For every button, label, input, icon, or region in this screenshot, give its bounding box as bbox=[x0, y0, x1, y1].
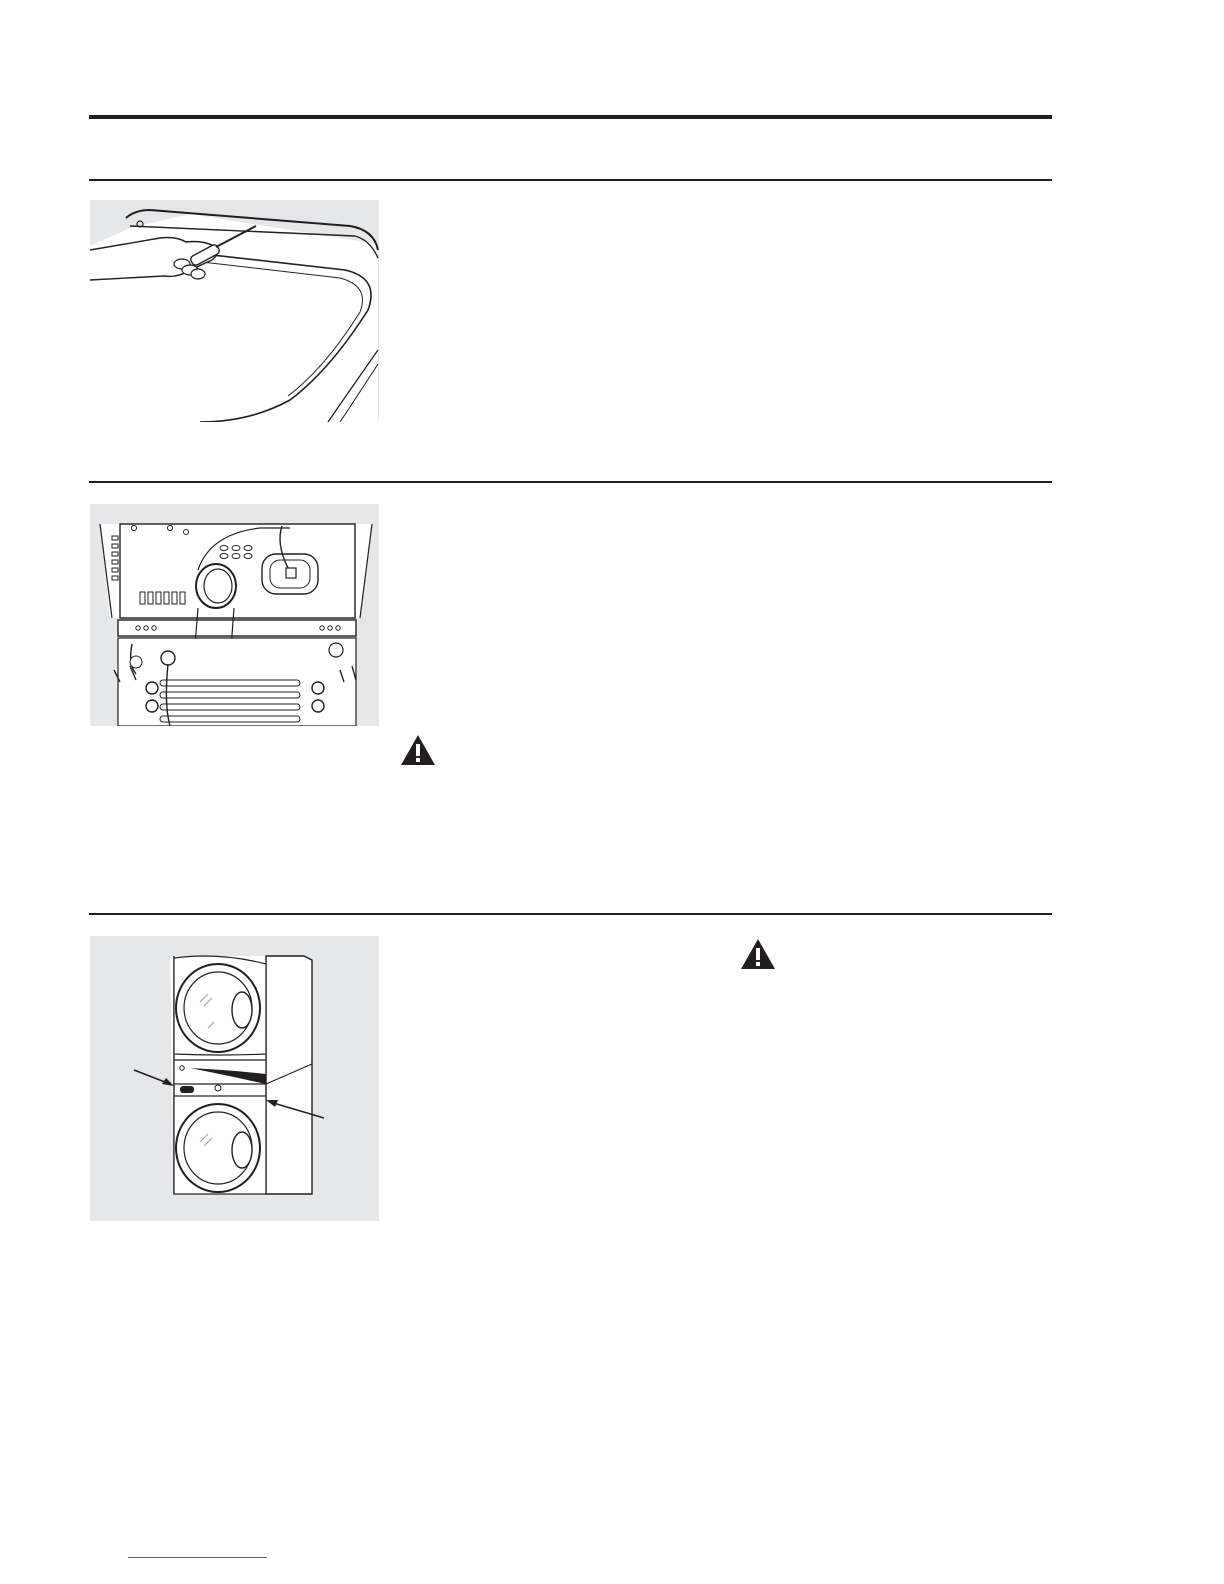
figure-rear-view-screws bbox=[90, 504, 379, 726]
figure-stacked-units-front bbox=[90, 936, 379, 1221]
section-2-rule bbox=[89, 481, 1052, 483]
warning-triangle-icon bbox=[400, 734, 436, 766]
figure-top-panel-screwdriver bbox=[90, 200, 379, 422]
top-rule bbox=[89, 115, 1052, 119]
section-3-rule bbox=[89, 913, 1052, 915]
footer-link-underline[interactable] bbox=[128, 1557, 267, 1558]
section-1-rule bbox=[89, 179, 1052, 181]
warning-triangle-icon bbox=[740, 938, 776, 970]
